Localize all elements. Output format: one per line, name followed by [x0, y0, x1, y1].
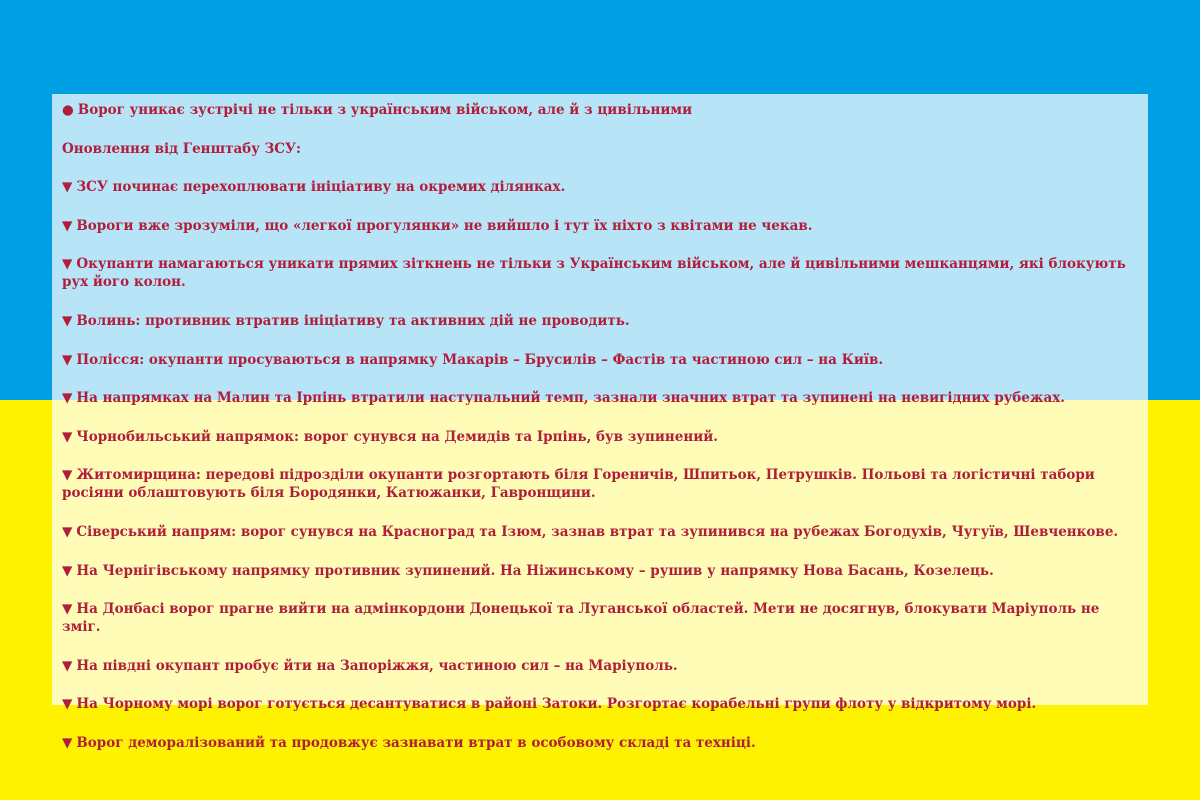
news-text-block — [62, 101, 1132, 773]
triangle-down-icon: ▼ — [62, 734, 73, 751]
triangle-down-icon: ▼ — [62, 256, 73, 273]
triangle-down-icon: ▼ — [62, 312, 73, 329]
triangle-down-icon: ▼ — [62, 657, 73, 674]
triangle-down-icon: ▼ — [62, 467, 73, 484]
list-item-text: Житомирщина: передові підрозділи окупанти розгортають біля Гореничів, Шпитьок, Петрушків. Польові та логістичні табори росіяни облаштовують біля Бородянки, Катюжанки, Гавронщини. — [62, 467, 1095, 502]
list-item-text: Чорнобильський напрямок: ворог сунувся на Демидів та Ірпінь, був зупинений. — [76, 428, 718, 445]
list-item-text: ЗСУ починає перехоплювати ініціативу на окремих ділянках. — [76, 179, 566, 196]
triangle-down-icon: ▼ — [62, 179, 73, 196]
update-list — [62, 178, 1132, 752]
triangle-down-icon: ▼ — [62, 217, 73, 234]
list-item-text: Окупанти намагаються уникати прямих зіткнень не тільки з Українським військом, але й цивільними мешканцями, які блокують рух його колон. — [62, 256, 1126, 291]
subheading: Оновлення від Генштабу ЗСУ: — [62, 140, 301, 157]
list-item — [62, 466, 1132, 502]
triangle-down-icon: ▼ — [62, 562, 73, 579]
list-item — [62, 695, 1132, 713]
list-item-text: Сіверський напрям: ворог сунувся на Красноград та Ізюм, зазнав втрат та зупинився на рубежах Богодухів, Чугуїв, Шевченкове. — [76, 523, 1119, 540]
headline-text: Ворог уникає зустрічі не тільки з українським військом, але й з цивільними — [77, 102, 693, 118]
triangle-down-icon: ▼ — [62, 351, 73, 368]
list-item-text: Волинь: противник втратив ініціативу та активних дій не проводить. — [76, 312, 630, 329]
list-item — [62, 255, 1132, 291]
triangle-down-icon: ▼ — [62, 428, 73, 445]
list-item — [62, 428, 1132, 446]
list-item — [62, 523, 1132, 541]
list-item — [62, 351, 1132, 369]
triangle-down-icon: ▼ — [62, 523, 73, 540]
list-item-text: Полісся: окупанти просуваються в напрямку Макарів – Брусилів – Фастів та частиною сил – на Київ. — [76, 351, 884, 368]
triangle-down-icon: ▼ — [62, 696, 73, 713]
headline — [62, 101, 1132, 119]
list-item-text: Вороги вже зрозуміли, що «легкої прогулянки» не вийшло і тут їх ніхто з квітами не чекав. — [76, 217, 813, 234]
list-item-text: На напрямках на Малин та Ірпінь втратили наступальний темп, зазнали значних втрат та зупинені на невигідних рубежах. — [76, 390, 1065, 407]
list-item — [62, 312, 1132, 330]
list-item-text: Ворог деморалізований та продовжує зазнавати втрат в особовому складі та техніці. — [76, 734, 756, 751]
list-item — [62, 389, 1132, 407]
list-item — [62, 600, 1132, 636]
list-item — [62, 657, 1132, 675]
list-item-text: На Чорному морі ворог готується десантуватися в районі Затоки. Розгортає корабельні групи флоту у відкритому морі. — [76, 696, 1037, 713]
triangle-down-icon: ▼ — [62, 601, 73, 618]
list-item — [62, 178, 1132, 196]
circle-bullet-icon: ● — [62, 102, 74, 118]
list-item — [62, 734, 1132, 752]
list-item — [62, 217, 1132, 235]
list-item-text: На півдні окупант пробує йти на Запоріжжя, частиною сил – на Маріуполь. — [76, 657, 678, 674]
list-item-text: На Чернігівському напрямку противник зупинений. На Ніжинському – рушив у напрямку Нова Басань, Козелець. — [76, 562, 994, 579]
list-item — [62, 562, 1132, 580]
triangle-down-icon: ▼ — [62, 390, 73, 407]
list-item-text: На Донбасі ворог прагне вийти на адмінкордони Донецької та Луганської областей. Мети не досягнув, блокувати Маріуполь не зміг. — [62, 601, 1100, 636]
